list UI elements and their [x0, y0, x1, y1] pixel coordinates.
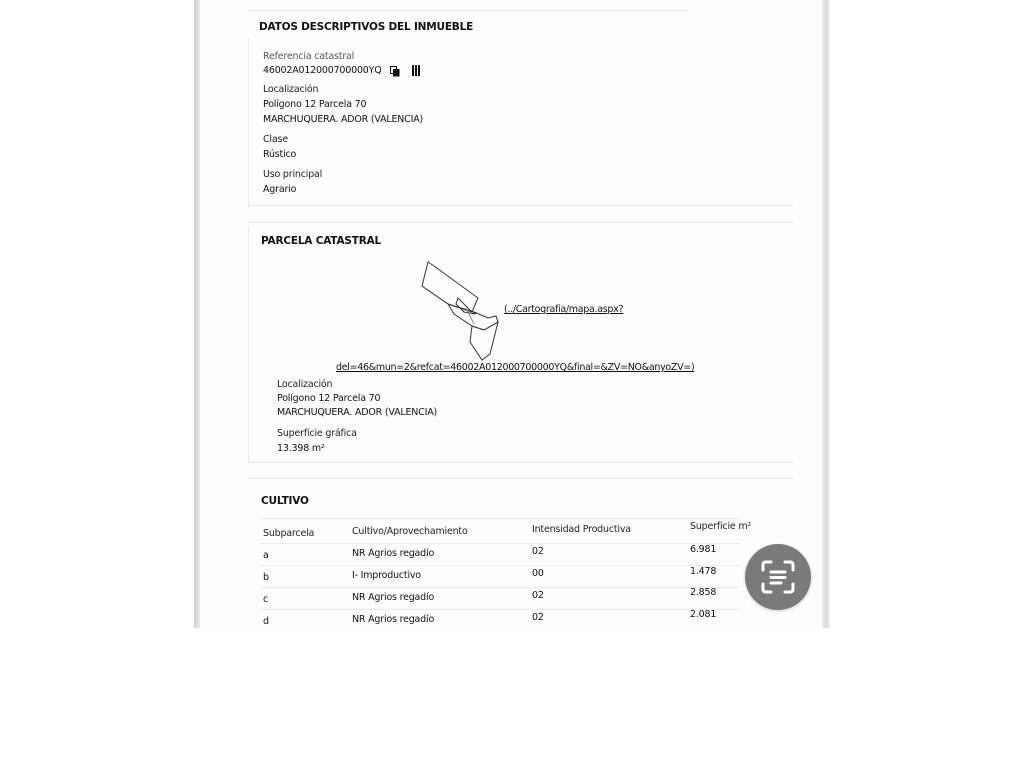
- document-photo: [194, 0, 830, 628]
- parcel-map-thumbnail[interactable]: [412, 258, 502, 364]
- cell-superficie: 6.981: [690, 544, 717, 555]
- superficie-grafica-label: Superficie gráfica: [277, 428, 357, 439]
- map-link-part2[interactable]: del=46&mun=2&refcat=46002A012000700000YQ&final=&ZV=NO&anyoZV=): [336, 362, 695, 373]
- section-rule: [248, 205, 793, 206]
- section-rule: [248, 38, 249, 208]
- table-rule: [260, 565, 740, 566]
- parcela-localizacion-line2: MARCHUQUERA. ADOR (VALENCIA): [277, 407, 438, 418]
- copy-icon[interactable]: [390, 66, 400, 77]
- cell-cultivo: NR Agrios regadío: [352, 614, 435, 625]
- cell-superficie: 2.081: [690, 609, 717, 620]
- cell-cultivo: NR Agrios regadío: [352, 592, 435, 603]
- superficie-grafica-value: 13.398 m²: [277, 443, 325, 454]
- localizacion-label: Localización: [263, 84, 319, 95]
- table-rule: [260, 609, 740, 610]
- section-rule: [248, 10, 688, 11]
- uso-label: Uso principal: [263, 169, 323, 180]
- paper-sheet: [200, 0, 822, 628]
- cell-subparcela: a: [263, 550, 269, 561]
- cell-cultivo: I- Improductivo: [352, 570, 421, 581]
- cell-cultivo: NR Agrios regadío: [352, 548, 435, 559]
- section-rule: [248, 478, 793, 479]
- clase-value: Rústico: [263, 149, 297, 160]
- referencia-label: Referencia catastral: [263, 51, 355, 62]
- map-link-part1[interactable]: (../Cartografia/mapa.aspx?: [504, 304, 624, 315]
- column-header-cultivo: Cultivo/Aprovechamiento: [352, 526, 468, 537]
- section-rule: [248, 222, 793, 223]
- section-heading-parcela: PARCELA CATASTRAL: [261, 235, 382, 247]
- uso-value: Agrario: [263, 184, 297, 195]
- parcela-localizacion-label: Localización: [277, 379, 333, 390]
- table-rule: [260, 587, 740, 588]
- column-header-subparcela: Subparcela: [263, 528, 315, 539]
- localizacion-line2: MARCHUQUERA. ADOR (VALENCIA): [263, 114, 424, 125]
- column-header-superficie: Superficie m²: [690, 521, 752, 532]
- parcela-localizacion-line1: Polígono 12 Parcela 70: [277, 393, 381, 404]
- live-text-button[interactable]: [745, 544, 811, 610]
- table-rule: [260, 543, 740, 544]
- cell-subparcela: b: [263, 572, 269, 583]
- cell-intensidad: 02: [532, 590, 544, 601]
- text-scan-icon: [760, 559, 796, 595]
- paper-edge-right: [822, 0, 830, 628]
- cell-superficie: 1.478: [690, 566, 717, 577]
- section-rule: [248, 226, 249, 462]
- section-rule: [248, 462, 793, 463]
- cell-subparcela: c: [263, 594, 269, 605]
- section-heading-cultivo: CULTIVO: [261, 495, 309, 507]
- section-heading-datos: DATOS DESCRIPTIVOS DEL INMUEBLE: [259, 21, 474, 33]
- cell-intensidad: 02: [532, 546, 544, 557]
- cell-superficie: 2.858: [690, 587, 717, 598]
- table-rule: [260, 518, 740, 519]
- cell-intensidad: 02: [532, 612, 544, 623]
- cell-intensidad: 00: [532, 568, 544, 579]
- column-header-intensidad: Intensidad Productiva: [532, 524, 631, 535]
- cell-subparcela: d: [263, 616, 269, 627]
- referencia-value[interactable]: 46002A012000700000YQ: [263, 65, 382, 76]
- barcode-icon[interactable]: [412, 65, 421, 76]
- clase-label: Clase: [263, 134, 288, 145]
- localizacion-line1: Polígono 12 Parcela 70: [263, 99, 367, 110]
